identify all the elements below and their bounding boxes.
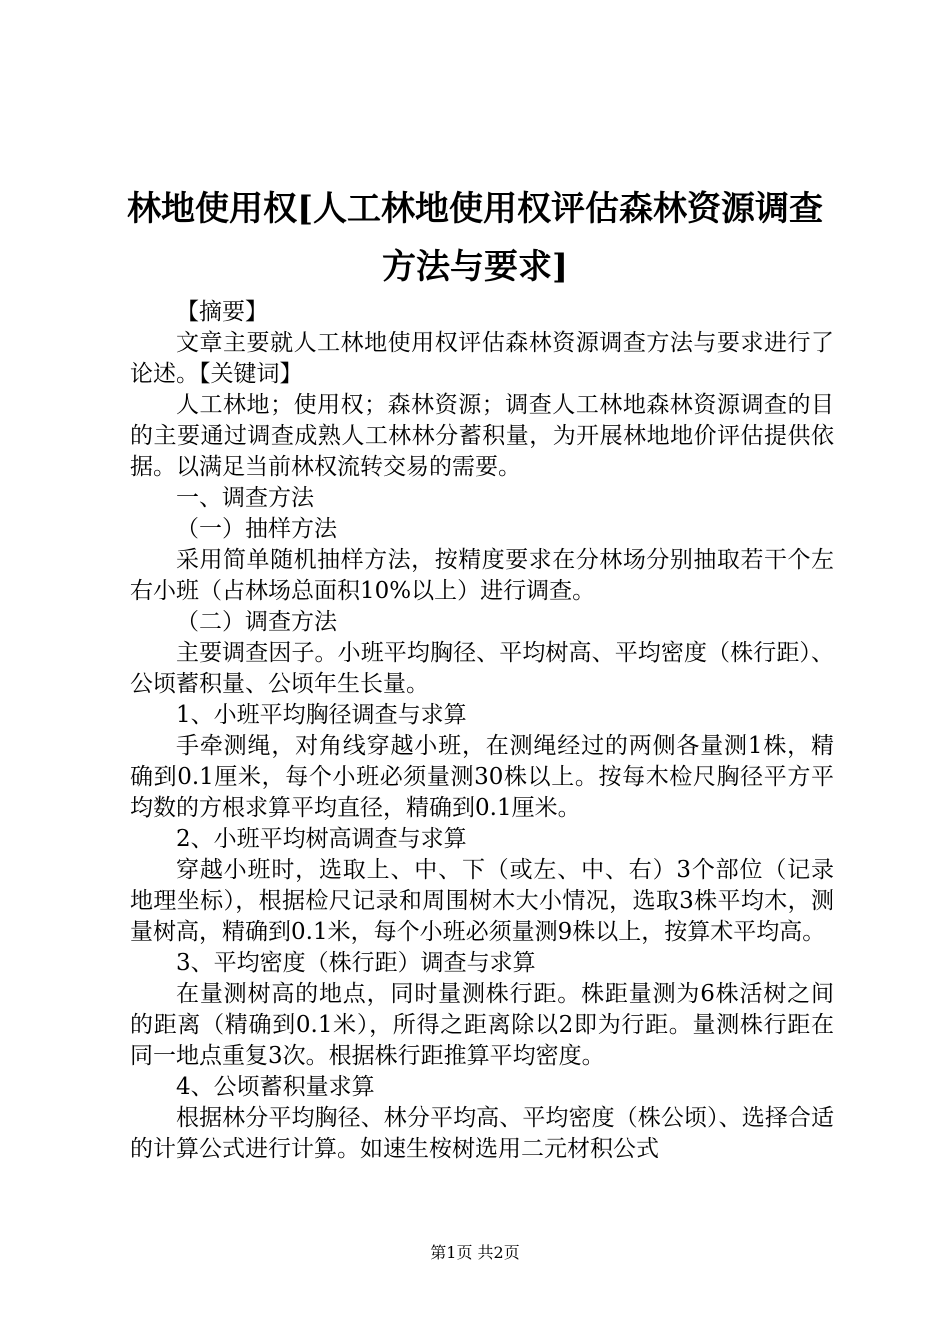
document-body: [130, 297, 834, 1165]
item-heading: 1、小班平均胸径调查与求算: [176, 702, 467, 728]
paragraph: 手牵测绳，对角线穿越小班，在测绳经过的两侧各量测1株，精确到0.1厘米，每个小班必须量测30株以上。按每木检尺胸径平方平均数的方根求算平均直径，精确到0.1厘米。: [130, 733, 834, 821]
subsection-heading: （一）抽样方法: [176, 516, 337, 542]
paragraph: 在量测树高的地点，同时量测株行距。株距量测为6株活树之间的距离（精确到0.1米），所得之距离除以2即为行距。量测株行距在同一地点重复3次。根据株行距推算平均密度。: [130, 981, 834, 1069]
item-heading: 3、平均密度（株行距）调查与求算: [176, 950, 536, 976]
paragraph: 穿越小班时，选取上、中、下（或左、中、右）3个部位（记录地理坐标），根据检尺记录和周围树木大小情况，选取3株平均木，测量树高，精确到0.1米，每个小班必须量测9株以上，按算术平均高。: [130, 857, 834, 945]
section-heading: 一、调查方法: [176, 485, 314, 511]
item-heading: 2、小班平均树高调查与求算: [176, 826, 467, 852]
paragraph: 人工林地；使用权；森林资源；调查人工林地森林资源调查的目的主要通过调查成熟人工林林分蓄积量，为开展林地地价评估提供依据。以满足当前林权流转交易的需要。: [130, 392, 834, 480]
item-heading: 4、公顷蓄积量求算: [176, 1074, 375, 1100]
abstract-heading: 【摘要】: [176, 299, 268, 325]
paragraph: 采用简单随机抽样方法，按精度要求在分林场分别抽取若干个左右小班（占林场总面积10%以上）进行调查。: [130, 547, 834, 604]
paragraph: 根据林分平均胸径、林分平均高、平均密度（株公顷）、选择合适的计算公式进行计算。如速生桉树选用二元材积公式: [130, 1105, 834, 1162]
page-footer: 第1页 共2页: [430, 1243, 520, 1262]
paragraph: 主要调查因子。小班平均胸径、平均树高、平均密度（株行距）、公顷蓄积量、公顷年生长量。: [130, 640, 834, 697]
subsection-heading: （二）调查方法: [176, 609, 337, 635]
document-title: 林地使用权[人工林地使用权评估森林资源调查方法与要求]: [126, 189, 824, 287]
paragraph: 文章主要就人工林地使用权评估森林资源调查方法与要求进行了论述。【关键词】: [130, 330, 834, 387]
